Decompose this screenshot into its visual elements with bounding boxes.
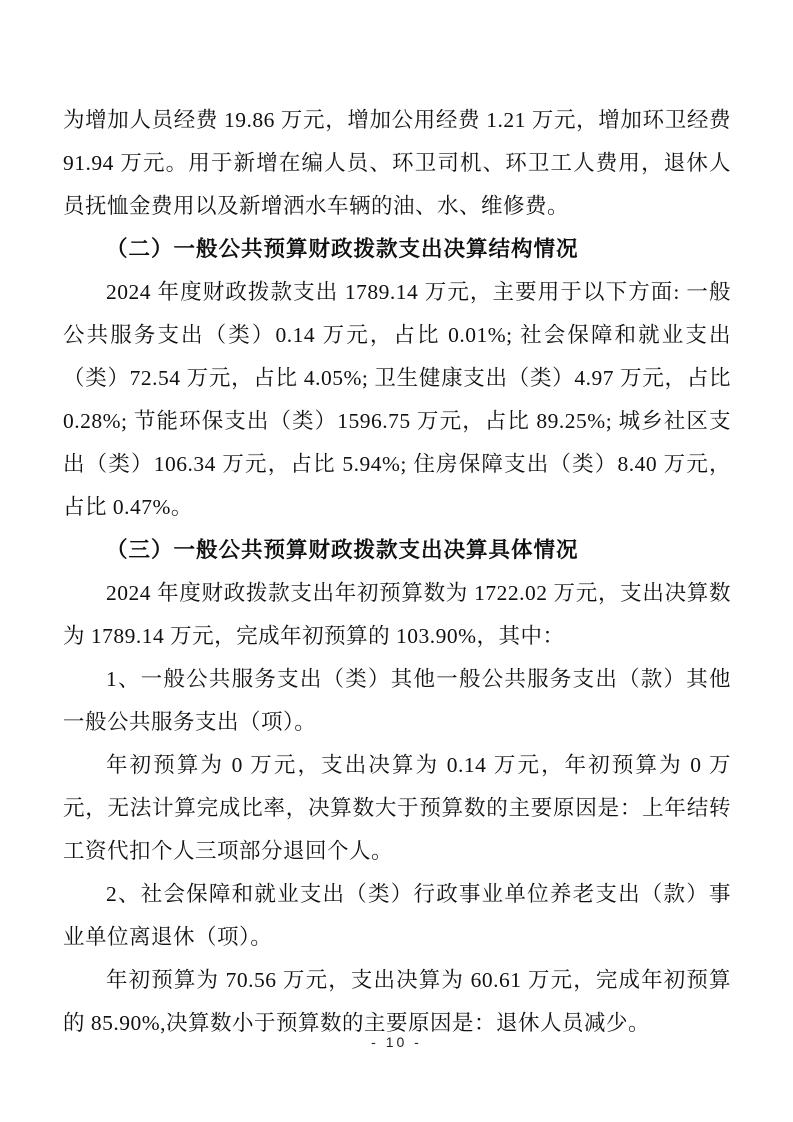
section-heading-detail: （三）一般公共预算财政拨款支出决算具体情况 <box>106 538 579 562</box>
page-number: - 10 - <box>371 1034 422 1050</box>
paragraph-item-1-detail: 年初预算为 0 万元，支出决算为 0.14 万元，年初预算为 0 万元，无法计算完成比率，决算数大于预算数的主要原因是：上年结转工资代扣个人三项部分退回个人。 <box>63 753 731 863</box>
page-footer <box>0 1034 793 1050</box>
section-heading-structure: （二）一般公共预算财政拨款支出决算结构情况 <box>106 237 579 261</box>
page-body <box>63 99 731 1045</box>
paragraph-item-2-detail: 年初预算为 70.56 万元，支出决算为 60.61 万元，完成年初预算的 85.90%,决算数小于预算数的主要原因是：退休人员减少。 <box>63 968 731 1035</box>
paragraph-structure-breakdown: 2024 年度财政拨款支出 1789.14 万元，主要用于以下方面: 一般公共服务支出（类）0.14 万元，占比 0.01%; 社会保障和就业支出（类）72.54 万元，占比 4.05%; 卫生健康支出（类）4.97 万元，占比 0.28%; 节能环保支出（类）1596.75 万元，占比 89.25%; 城乡社区支出（类）106.34 万元，占比 5.94%; 住房保障支出（类）8.40 万元，占比 0.47%。 <box>63 280 731 519</box>
paragraph-budget-summary: 2024 年度财政拨款支出年初预算数为 1722.02 万元，支出决算数为 1789.14 万元，完成年初预算的 103.90%，其中： <box>63 581 731 648</box>
paragraph-item-2-title: 2、社会保障和就业支出（类）行政事业单位养老支出（款）事业单位离退休（项）。 <box>63 882 731 949</box>
paragraph-item-1-title: 1、一般公共服务支出（类）其他一般公共服务支出（款）其他一般公共服务支出（项）。 <box>63 667 731 734</box>
paragraph-carryover: 为增加人员经费 19.86 万元，增加公用经费 1.21 万元，增加环卫经费 91.94 万元。用于新增在编人员、环卫司机、环卫工人费用，退休人员抚恤金费用以及新增洒水车辆的油、水、维修费。 <box>63 108 731 218</box>
